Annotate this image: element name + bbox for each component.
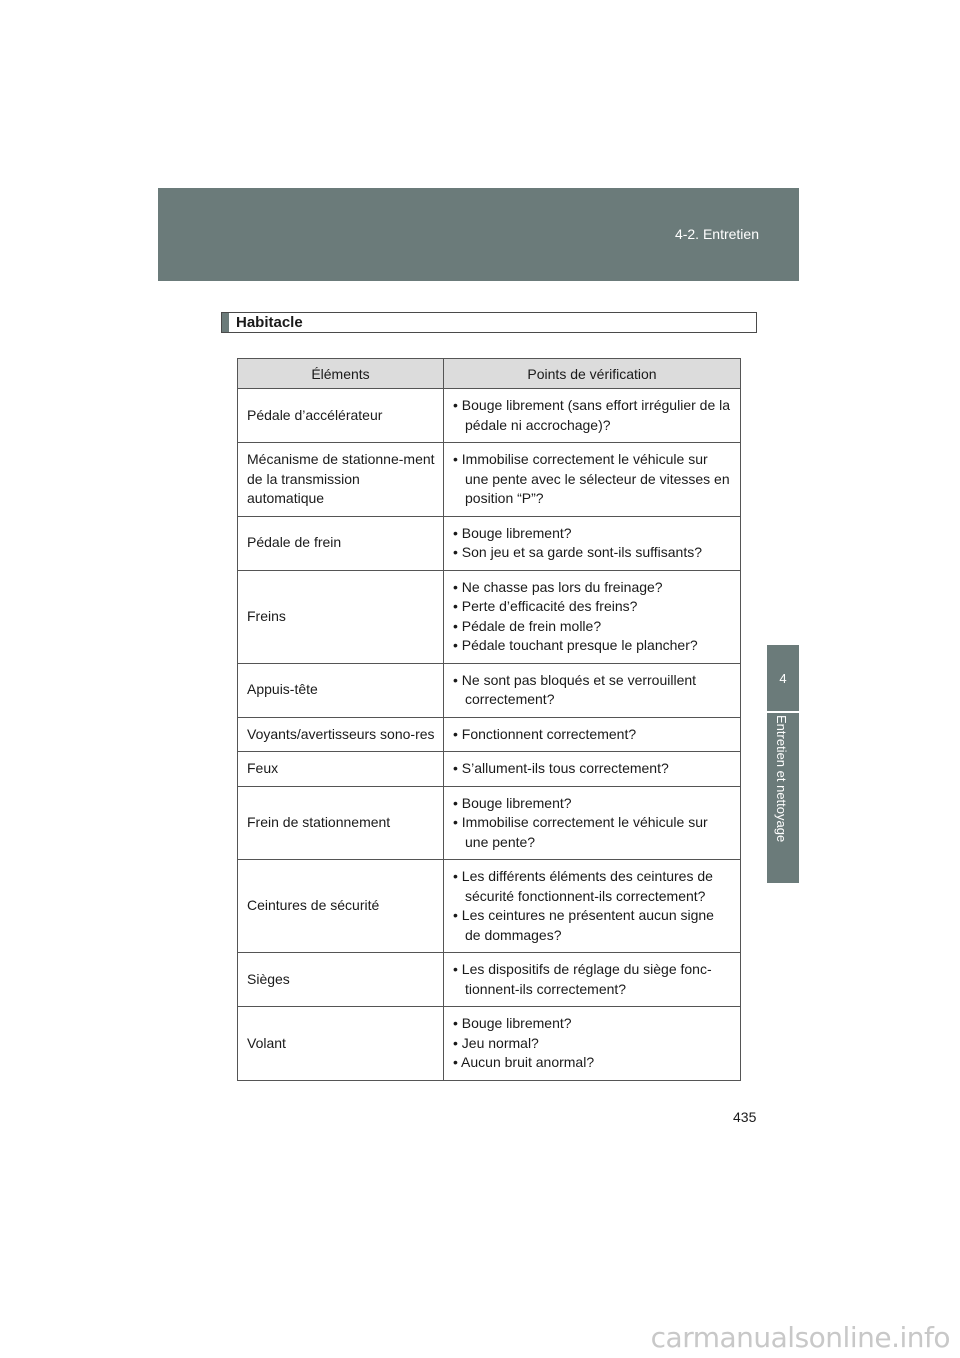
check-point-text: Les ceintures ne présentent aucun signe de dommages? xyxy=(461,907,714,943)
check-point xyxy=(453,794,732,814)
check-point xyxy=(453,617,732,637)
bullet-icon: • xyxy=(453,760,462,776)
check-point xyxy=(453,524,732,544)
row-checks xyxy=(444,717,741,752)
row-checks xyxy=(444,516,741,570)
check-point-text: Ne chasse pas lors du freinage? xyxy=(461,578,663,595)
table-row xyxy=(238,752,741,787)
row-item: Pédale de frein xyxy=(238,516,444,570)
bullet-icon: • xyxy=(453,868,462,884)
inspection-table xyxy=(237,358,741,1081)
bullet-icon: • xyxy=(453,794,462,811)
section-title-bar xyxy=(222,313,229,332)
check-point-text: Pédale touchant presque le plancher? xyxy=(461,637,698,653)
header-band xyxy=(158,188,799,281)
table-body xyxy=(238,389,741,1081)
table-row xyxy=(238,1007,741,1081)
check-point xyxy=(453,450,732,509)
row-checks xyxy=(444,786,741,860)
table-row xyxy=(238,516,741,570)
check-point xyxy=(453,578,732,598)
check-point-text: Bouge librement? xyxy=(461,794,572,811)
bullet-icon: • xyxy=(453,617,462,634)
table-row xyxy=(238,786,741,860)
bullet-icon: • xyxy=(453,961,462,977)
row-checks xyxy=(444,860,741,953)
row-item: Appuis-tête xyxy=(238,663,444,717)
check-point-text: Immobilise correctement le véhicule sur une pente? xyxy=(461,814,708,850)
check-point xyxy=(453,725,732,745)
page-number: 435 xyxy=(733,1109,757,1125)
check-point-text: Aucun bruit anormal? xyxy=(461,1054,595,1070)
table-row xyxy=(238,389,741,443)
table-row xyxy=(238,717,741,752)
row-checks xyxy=(444,443,741,517)
row-item: Mécanisme de stationne-ment de la transmission automatique xyxy=(238,443,444,517)
chapter-title-box xyxy=(767,713,799,883)
row-item: Sièges xyxy=(238,953,444,1007)
bullet-icon: • xyxy=(453,637,462,653)
check-point xyxy=(453,396,732,435)
check-point-text: Bouge librement? xyxy=(461,524,572,541)
check-point xyxy=(453,1053,732,1073)
check-point xyxy=(453,636,732,656)
check-point-text: Les dispositifs de réglage du siège fonc-tionnent-ils correctement? xyxy=(461,961,712,997)
check-point xyxy=(453,1034,732,1054)
check-point-text: Jeu normal? xyxy=(461,1034,539,1051)
check-point-text: Bouge librement (sans effort irrégulier de la pédale ni accrochage)? xyxy=(461,397,731,433)
row-item: Volant xyxy=(238,1007,444,1081)
check-point xyxy=(453,960,732,999)
row-checks xyxy=(444,663,741,717)
chapter-side-tab xyxy=(767,281,799,1358)
row-checks xyxy=(444,752,741,787)
check-point-text: Ne sont pas bloqués et se verrouillent correctement? xyxy=(461,671,697,707)
check-point xyxy=(453,671,732,710)
check-point-text: Son jeu et sa garde sont-ils suffisants? xyxy=(461,544,703,560)
row-checks xyxy=(444,389,741,443)
table-row xyxy=(238,860,741,953)
chapter-title: Entretien et nettoyage xyxy=(774,715,789,843)
check-point xyxy=(453,813,732,852)
bullet-icon: • xyxy=(453,578,462,595)
column-header-items: Éléments xyxy=(238,359,444,389)
table-row xyxy=(238,443,741,517)
watermark: carmanualsonline.info xyxy=(650,1321,950,1354)
check-point xyxy=(453,1014,732,1034)
check-point-text: Immobilise correctement le véhicule sur une pente avec le sélecteur de vitesses en position “P”? xyxy=(461,451,730,506)
bullet-icon: • xyxy=(453,814,462,830)
row-item: Ceintures de sécurité xyxy=(238,860,444,953)
table-row xyxy=(238,663,741,717)
chapter-number: 4 xyxy=(767,645,799,711)
row-item: Frein de stationnement xyxy=(238,786,444,860)
row-item: Feux xyxy=(238,752,444,787)
row-item: Freins xyxy=(238,570,444,663)
check-point xyxy=(453,867,732,906)
section-label: 4-2. Entretien xyxy=(674,226,759,242)
column-header-checks: Points de vérification xyxy=(444,359,741,389)
check-point xyxy=(453,543,732,563)
bullet-icon: • xyxy=(453,451,462,467)
bullet-icon: • xyxy=(453,1015,462,1031)
section-title-text: Habitacle xyxy=(236,314,303,331)
row-checks xyxy=(444,1007,741,1081)
bullet-icon: • xyxy=(453,524,462,541)
bullet-icon: • xyxy=(453,397,462,413)
check-point-text: Fonctionnent correctement? xyxy=(461,725,637,742)
bullet-icon: • xyxy=(453,671,462,688)
check-point-text: S’allument-ils tous correctement? xyxy=(461,760,669,776)
check-point xyxy=(453,906,732,945)
bullet-icon: • xyxy=(453,544,462,560)
bullet-icon: • xyxy=(453,725,462,742)
check-point-text: Les différents éléments des ceintures de sécurité fonctionnent-ils correctement? xyxy=(461,868,713,904)
table-header-row xyxy=(238,359,741,389)
bullet-icon: • xyxy=(453,598,462,614)
bullet-icon: • xyxy=(453,907,462,923)
check-point-text: Bouge librement? xyxy=(461,1015,572,1031)
check-point-text: Pédale de frein molle? xyxy=(461,617,602,634)
row-checks xyxy=(444,570,741,663)
table-row xyxy=(238,570,741,663)
check-point xyxy=(453,759,732,779)
table-row xyxy=(238,953,741,1007)
row-item: Voyants/avertisseurs sono-res xyxy=(238,717,444,752)
row-checks xyxy=(444,953,741,1007)
check-point-text: Perte d’efficacité des freins? xyxy=(461,598,638,614)
bullet-icon: • xyxy=(453,1034,462,1051)
row-item: Pédale d’accélérateur xyxy=(238,389,444,443)
bullet-icon: • xyxy=(453,1054,462,1070)
section-title xyxy=(221,312,757,333)
check-point xyxy=(453,597,732,617)
